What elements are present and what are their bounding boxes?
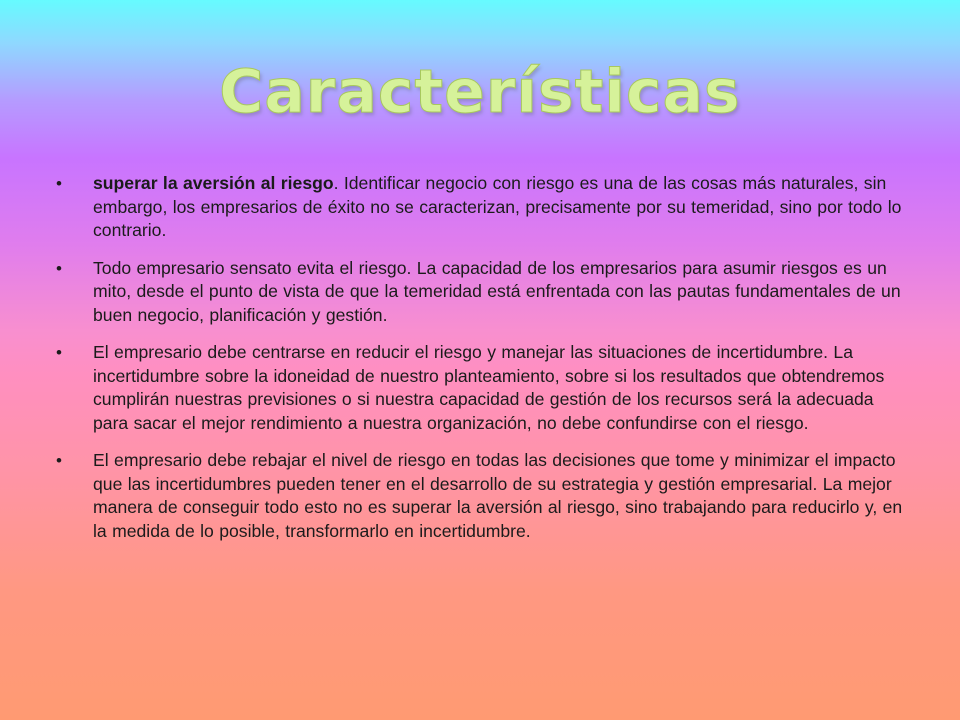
bullet-icon: • xyxy=(56,451,62,470)
bullet-icon: • xyxy=(56,343,62,362)
bullet-item-2 xyxy=(56,257,914,328)
bullet-item-1 xyxy=(56,172,914,243)
bullet-text: El empresario debe rebajar el nivel de riesgo en todas las decisiones que tome y minimizar el impacto que las incertidumbres pueden tener en el desarrollo de su estrategia y gestión empresarial. La mejor manera de conseguir todo esto no es superar la aversión al riesgo, sino trabajando para reducirlo y, en la medida de lo posible, transformarlo en incertidumbre. xyxy=(93,450,903,541)
bullet-text: Todo empresario sensato evita el riesgo. La capacidad de los empresarios para asumir riesgos es un mito, desde el punto de vista de que la temeridad está enfrentada con las pautas fundamentales de un buen negocio, planificación y gestión. xyxy=(93,257,901,325)
bullet-icon: • xyxy=(56,174,62,193)
bullet-item-4 xyxy=(56,449,914,543)
bullet-icon: • xyxy=(56,258,62,278)
bullet-list xyxy=(56,172,914,557)
bullet-text: . Identificar negocio con riesgo es una de las cosas más naturales, sin embargo, los empresarios de éxito no se caracterizan, precisamente por su temeridad, sino por todo lo contrario. xyxy=(93,173,902,240)
bullet-lead-text: superar la aversión al riesgo xyxy=(93,173,334,193)
slide-title: Características xyxy=(219,57,741,127)
bullet-text: El empresario debe centrarse en reducir el riesgo y manejar las situaciones de incertidumbre. La incertidumbre sobre la idoneidad de nuestro planteamiento, sobre si los resultados que obtendremos cumplirán nuestras previsiones o si nuestra capacidad de gestión de los recursos será la adecuada para sacar el mejor rendimiento a nuestra organización, no debe confundirse con el riesgo. xyxy=(93,342,885,433)
bullet-item-3 xyxy=(56,341,914,435)
